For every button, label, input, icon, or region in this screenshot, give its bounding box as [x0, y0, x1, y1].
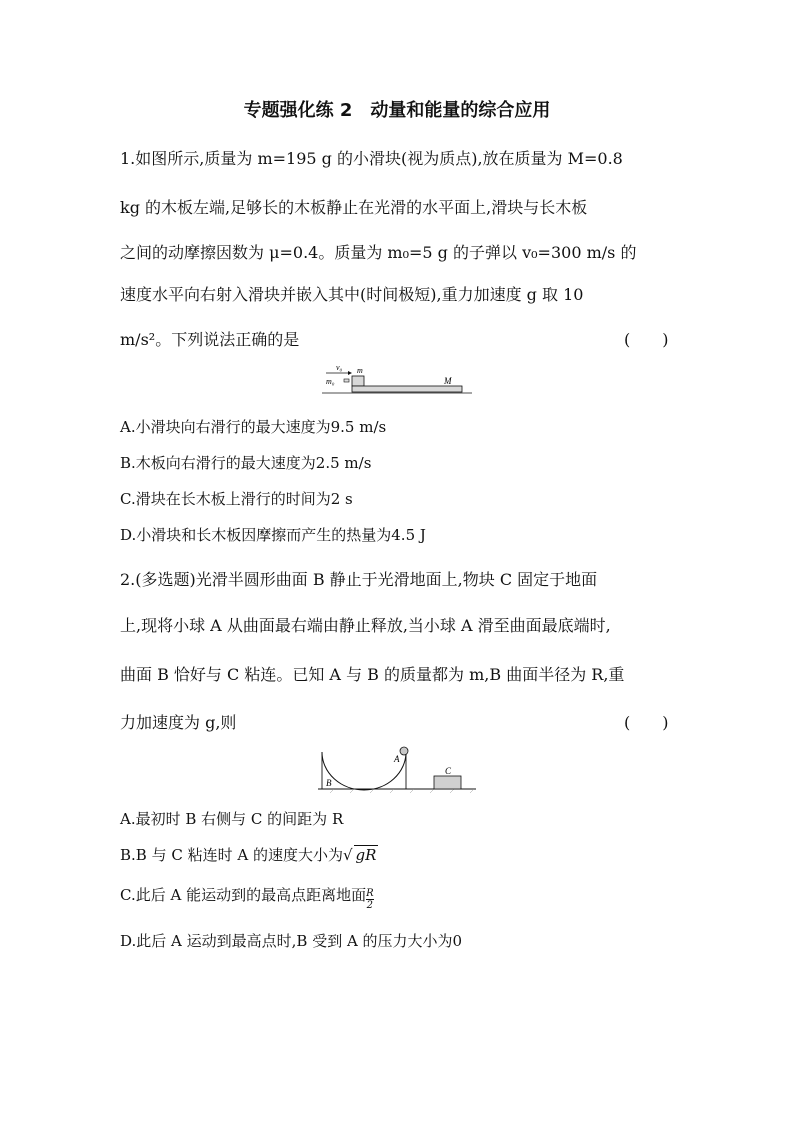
q1-option-b: B.木板向右滑行的最大速度为2.5 m/s	[120, 454, 372, 472]
q1-fig-m0-label: m₀	[326, 377, 335, 386]
q1-line-4: 速度水平向右射入滑块并嵌入其中(时间极短),重力加速度 g 取 10	[120, 285, 584, 304]
q1-fig-M-label: M	[444, 376, 452, 386]
q1-answer-blank: ( )	[624, 330, 669, 349]
q2-fig-A-label: A	[394, 754, 400, 764]
fraction-r-over-2: $\frac{R}{2}$	[366, 888, 374, 911]
block-c	[434, 776, 461, 789]
q1-line-2: kg 的木板左端,足够长的木板静止在光滑的水平面上,滑块与长木板	[120, 198, 588, 217]
q1-option-d: D.小滑块和长木板因摩擦而产生的热量为4.5 J	[120, 526, 426, 544]
q2-option-b: B.B 与 C 粘连时 A 的速度大小为√ gR	[120, 846, 377, 864]
q2-fig-C-label: C	[445, 766, 452, 776]
q2-line-4: 力加速度为 g,则	[120, 713, 237, 732]
q2-line-3: 曲面 B 恰好与 C 粘连。已知 A 与 B 的质量都为 m,B 曲面半径为 R,重	[120, 665, 625, 684]
slider-block	[352, 376, 364, 386]
q1-figure	[318, 362, 478, 398]
q1-fig-v0-label: v₀	[336, 363, 343, 372]
q2-option-a: A.最初时 B 右侧与 C 的间距为 R	[120, 810, 344, 828]
q2-line-2: 上,现将小球 A 从曲面最右端由静止释放,当小球 A 滑至曲面最底端时,	[120, 616, 611, 635]
q2-option-d: D.此后 A 运动到最高点时,B 受到 A 的压力大小为0	[120, 932, 463, 950]
long-board	[352, 386, 462, 392]
q2-answer-blank: ( )	[624, 713, 669, 732]
q2-option-c-text: C.此后 A 能运动到的最高点距离地面	[120, 886, 367, 904]
q1-line-1: 1.如图所示,质量为 m=195 g 的小滑块(视为质点),放在质量为 M=0.8	[120, 149, 623, 168]
q2-option-b-text: B.B 与 C 粘连时 A 的速度大小为	[120, 846, 343, 864]
q1-option-c: C.滑块在长木板上滑行的时间为2 s	[120, 490, 353, 508]
ball-a	[400, 747, 408, 755]
page-title: 专题强化练 2 动量和能量的综合应用	[243, 100, 551, 121]
q1-line-5: m/s²。下列说法正确的是	[120, 330, 300, 349]
sqrt-gr: gR	[355, 846, 377, 864]
bullet-shape	[344, 379, 349, 382]
q2-option-c	[120, 884, 374, 911]
q2-figure	[314, 745, 480, 795]
q1-fig-m-label: m	[357, 366, 363, 375]
q1-line-3: 之间的动摩擦因数为 μ=0.4。质量为 m₀=5 g 的子弹以 v₀=300 m/s 的	[120, 243, 637, 262]
q2-line-1: 2.(多选题)光滑半圆形曲面 B 静止于光滑地面上,物块 C 固定于地面	[120, 570, 598, 589]
q2-fig-B-label: B	[326, 778, 332, 788]
q1-option-a: A.小滑块向右滑行的最大速度为9.5 m/s	[120, 418, 387, 436]
